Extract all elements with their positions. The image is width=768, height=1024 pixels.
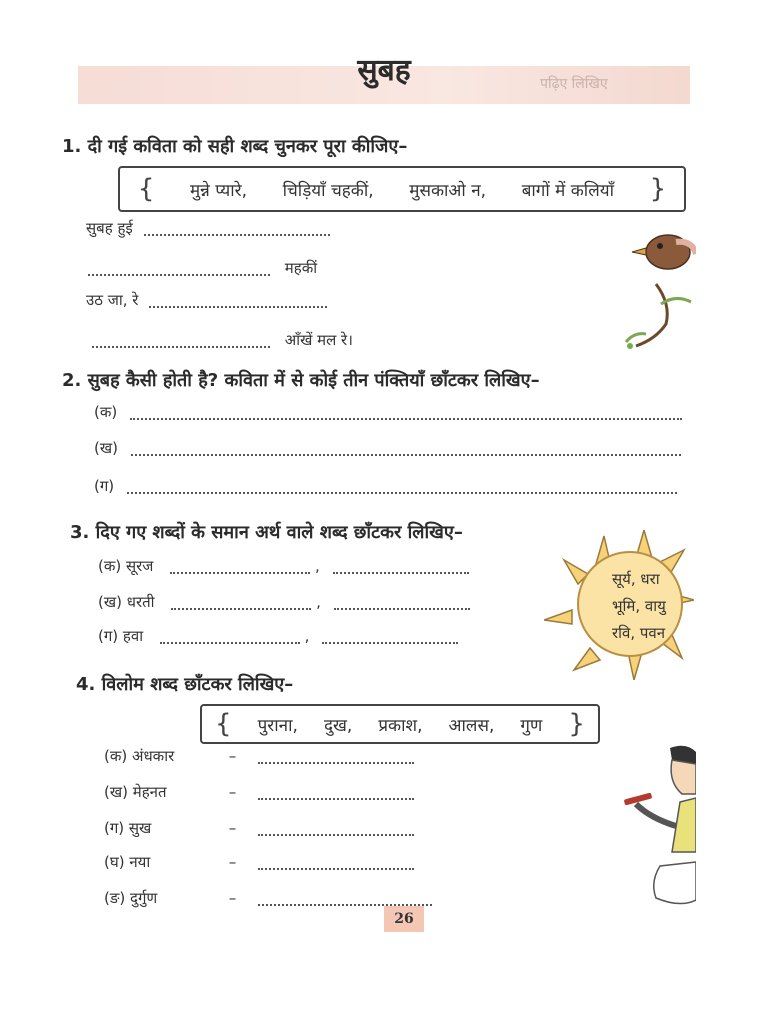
answer-blank[interactable] [258, 856, 414, 870]
faded-header-text: पढ़िए लिखिए [540, 76, 608, 92]
q2-row-label: (क) [94, 403, 118, 421]
curl-icon: { [215, 709, 232, 739]
q4-row-label: (क) अंधकार [104, 747, 175, 765]
q3-row-1 [98, 556, 469, 576]
answer-blank[interactable] [88, 262, 270, 276]
answer-blank[interactable] [160, 630, 300, 644]
q4-row-label: (ग) सुख [104, 819, 152, 837]
sun-word-row: रवि, पवन [612, 624, 666, 642]
page-title: सुबह [357, 53, 411, 88]
q4-row-label: (घ) नया [104, 853, 151, 871]
answer-blank[interactable] [92, 334, 270, 348]
answer-blank[interactable] [322, 630, 458, 644]
q4-row-4 [104, 852, 414, 872]
q4-row-dash: – [228, 783, 237, 801]
q1-word-box [118, 166, 686, 212]
answer-blank[interactable] [144, 222, 330, 236]
q4-word: आलस, [448, 715, 495, 736]
q4-row-dash: – [228, 819, 237, 837]
q1-word: बागों में कलियाँ [521, 180, 614, 201]
question-1: 1. दी गई कविता को सही शब्द चुनकर पूरा कीजिए– [62, 136, 408, 157]
q3-row-label: (ख) धरती [98, 593, 155, 611]
answer-blank[interactable] [171, 596, 311, 610]
sun-word-row: सूर्य, धरा [612, 570, 660, 588]
q4-word: गुण [520, 715, 543, 736]
q4-row-1 [104, 746, 414, 766]
answer-blank[interactable] [149, 294, 327, 308]
sun-word-list [612, 566, 666, 647]
q2-row-2 [94, 438, 681, 458]
curl-icon: } [568, 709, 585, 739]
page-number: 26 [384, 906, 424, 932]
q3-row-label: (क) सूरज [98, 557, 154, 575]
curl-icon: } [649, 174, 667, 204]
question-4: 4. विलोम शब्द छाँटकर लिखिए– [76, 674, 294, 695]
q2-row-3 [94, 476, 677, 496]
q4-row-3 [104, 818, 414, 838]
q4-word-box [200, 704, 600, 744]
q4-row-5 [104, 888, 432, 908]
comma-separator: , [304, 627, 310, 645]
question-2: 2. सुबह कैसी होती है? कविता में से कोई तीन पंक्तियाँ छाँटकर लिखिए– [62, 370, 540, 391]
comma-separator: , [316, 593, 321, 611]
q1-word: मुन्ने प्यारे, [189, 180, 247, 201]
q4-row-2 [104, 782, 414, 802]
q1-word: चिड़ियाँ चहकीं, [282, 180, 374, 201]
q4-row-dash: – [228, 889, 237, 907]
q4-row-dash: – [228, 853, 237, 871]
question-3: 3. दिए गए शब्दों के समान अर्थ वाले शब्द छाँटकर लिखिए– [70, 522, 463, 543]
answer-blank[interactable] [334, 596, 470, 610]
answer-blank[interactable] [258, 822, 414, 836]
child-writing-illustration [620, 742, 696, 912]
q1-line-text: आँखें मल रे। [284, 331, 353, 349]
q1-line-3 [86, 290, 327, 310]
q3-row-label: (ग) हवा [98, 627, 144, 645]
q1-line-text: सुबह हुई [86, 219, 133, 237]
answer-blank[interactable] [258, 750, 414, 764]
q1-line-1 [86, 218, 330, 238]
answer-blank[interactable] [258, 892, 432, 906]
answer-blank[interactable] [131, 442, 681, 456]
answer-blank[interactable] [130, 406, 682, 420]
q4-word: प्रकाश, [378, 715, 423, 736]
q3-row-3 [98, 626, 458, 646]
comma-separator: , [314, 557, 320, 575]
answer-blank[interactable] [127, 480, 677, 494]
q2-row-1 [94, 402, 682, 422]
curl-icon: { [137, 174, 155, 204]
q1-line-text: महकीं [284, 259, 318, 277]
q1-word: मुसकाओ न, [409, 180, 487, 201]
bird-illustration [616, 224, 696, 354]
q3-row-2 [98, 592, 470, 612]
q4-word: पुराना, [257, 715, 298, 736]
q4-row-dash: – [228, 747, 237, 765]
q1-line-2 [88, 258, 317, 278]
answer-blank[interactable] [333, 560, 469, 574]
q2-row-label: (ख) [94, 439, 118, 457]
q4-row-label: (ख) मेहनत [104, 783, 167, 801]
q4-word: दुख, [323, 715, 353, 736]
q4-row-label: (ङ) दुर्गुण [104, 889, 158, 907]
answer-blank[interactable] [170, 560, 310, 574]
answer-blank[interactable] [258, 786, 414, 800]
q2-row-label: (ग) [94, 477, 115, 495]
sun-word-row: भूमि, वायु [612, 597, 666, 615]
q1-line-text: उठ जा, रे [86, 291, 139, 309]
q1-line-4 [92, 330, 353, 350]
